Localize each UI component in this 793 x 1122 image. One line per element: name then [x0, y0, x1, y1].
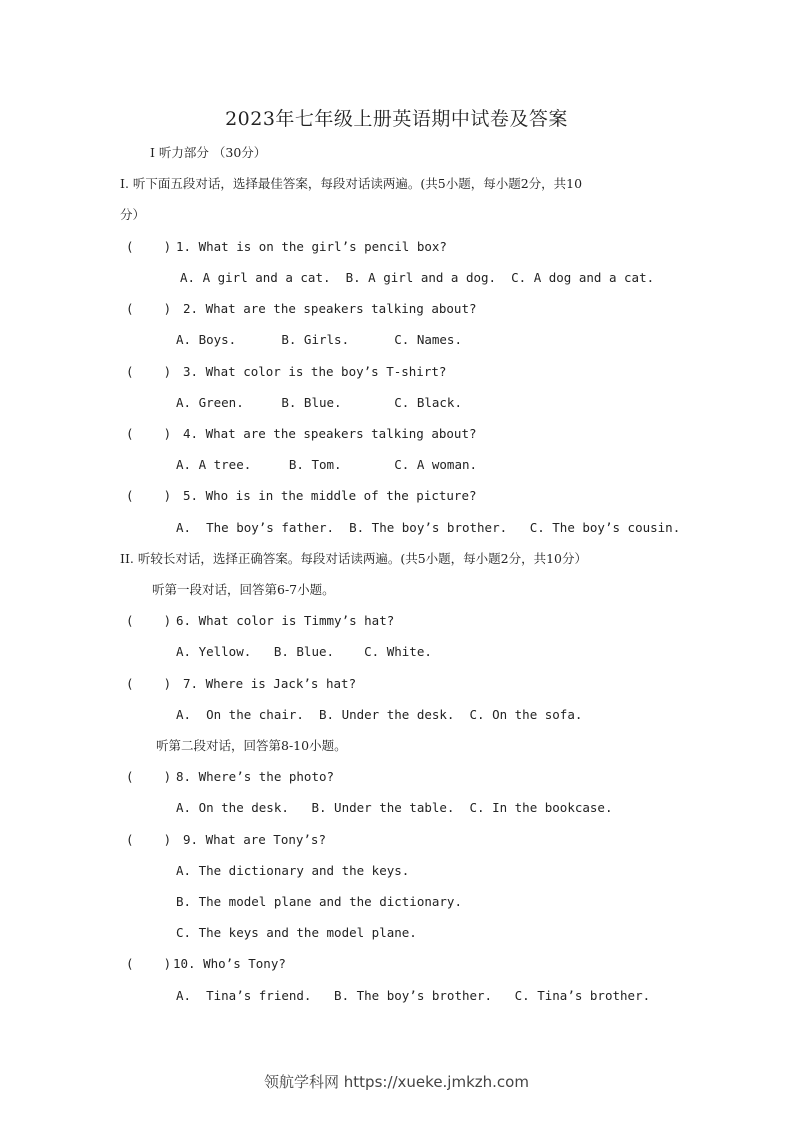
question-9-option-a: A. The dictionary and the keys.	[176, 863, 410, 878]
answer-blank[interactable]: ( )	[126, 239, 172, 254]
question-6-options: A. Yellow. B. Blue. C. White.	[176, 644, 432, 659]
question-1-options: A. A girl and a cat. B. A girl and a dog. C. A dog and a cat.	[180, 270, 655, 285]
part1-heading: Ⅰ 听力部分 （30分）	[150, 145, 267, 160]
page-title: 2023年七年级上册英语期中试卷及答案	[225, 108, 568, 130]
question-3-options: A. Green. B. Blue. C. Black.	[176, 395, 462, 410]
answer-blank[interactable]: ( )	[126, 769, 172, 784]
answer-blank[interactable]: ( )	[126, 832, 172, 847]
question-9-option-c: C. The keys and the model plane.	[176, 925, 417, 940]
footer-watermark: 领航学科网 https://xueke.jmkzh.com	[264, 1073, 529, 1091]
question-3: 3. What color is the boy’s T-shirt?	[183, 364, 447, 379]
section2-sub1: 听第一段对话，回答第6-7小题。	[152, 582, 335, 597]
question-4: 4. What are the speakers talking about?	[183, 426, 477, 441]
question-9-option-b: B. The model plane and the dictionary.	[176, 894, 462, 909]
answer-blank[interactable]: ( )	[126, 676, 172, 691]
question-8-options: A. On the desk. B. Under the table. C. In the bookcase.	[176, 800, 613, 815]
question-1: 1. What is on the girl’s pencil box?	[176, 239, 447, 254]
answer-blank[interactable]: ( )	[126, 956, 172, 971]
question-2: 2. What are the speakers talking about?	[183, 301, 477, 316]
question-9: 9. What are Tony’s?	[183, 832, 326, 847]
question-10-options: A. Tina’s friend. B. The boy’s brother. C. Tina’s brother.	[176, 988, 651, 1003]
answer-blank[interactable]: ( )	[126, 426, 172, 441]
answer-blank[interactable]: ( )	[126, 364, 172, 379]
question-5-options: A. The boy’s father. B. The boy’s brother. C. The boy’s cousin.	[176, 520, 681, 535]
answer-blank[interactable]: ( )	[126, 488, 172, 503]
section2-heading: II. 听较长对话，选择正确答案。每段对话读两遍。(共5小题，每小题2分，共10分）	[120, 551, 588, 566]
question-6: 6. What color is Timmy’s hat?	[176, 613, 395, 628]
answer-blank[interactable]: ( )	[126, 301, 172, 316]
question-10: 10. Who’s Tony?	[173, 956, 286, 971]
answer-blank[interactable]: ( )	[126, 613, 172, 628]
question-2-options: A. Boys. B. Girls. C. Names.	[176, 332, 462, 347]
question-7-options: A. On the chair. B. Under the desk. C. On the sofa.	[176, 707, 583, 722]
section1-heading: Ⅰ. 听下面五段对话，选择最佳答案，每段对话读两遍。(共5小题，每小题2分，共10	[120, 176, 583, 191]
question-7: 7. Where is Jack’s hat?	[183, 676, 357, 691]
section2-sub2: 听第二段对话，回答第8-10小题。	[156, 738, 347, 753]
section1-heading-cont: 分）	[120, 207, 146, 222]
question-5: 5. Who is in the middle of the picture?	[183, 488, 477, 503]
question-8: 8. Where’s the photo?	[176, 769, 335, 784]
question-4-options: A. A tree. B. Tom. C. A woman.	[176, 457, 478, 472]
